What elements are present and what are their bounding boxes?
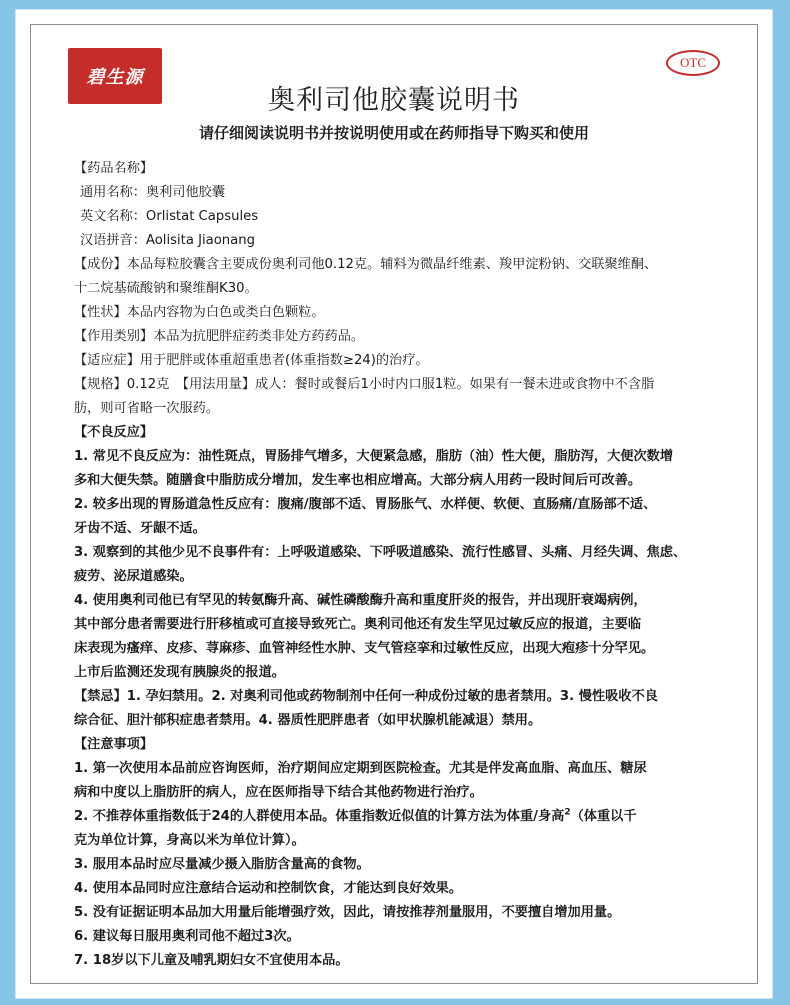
section-heading-adverse: 【不良反应】 <box>74 425 154 440</box>
otc-badge: OTC <box>666 50 720 76</box>
dosage-line: 肪，则可省略一次服药。 <box>74 401 220 416</box>
document-subtitle: 请仔细阅读说明书并按说明使用或在药师指导下购买和使用 <box>198 124 589 142</box>
precaution-text: 2. 不推荐体重指数低于24的人群使用本品。体重指数近似值的计算方法为体重/身高 <box>74 809 565 824</box>
precaution-line <box>74 805 734 829</box>
contraindications-line: 【禁忌】1. 孕妇禁用。2. 对奥利司他或药物制剂中任何一种成份过敏的患者禁用。3. 慢性吸收不良 <box>74 689 658 704</box>
appearance-line: 【性状】本品内容物为白色或类白色颗粒。 <box>74 305 325 320</box>
adverse-item-line: 床表现为瘙痒、皮疹、荨麻疹、血管神经性水肿、支气管痉挛和过敏性反应，出现大疱疹十分罕见。 <box>74 641 655 656</box>
leaflet-body <box>74 157 734 973</box>
dosage-line: 【规格】0.12克 【用法用量】成人：餐时或餐后1小时内口服1粒。如果有一餐未进或食物中不含脂 <box>74 377 655 392</box>
leaflet-sheet <box>16 10 772 998</box>
english-name: 英文名称：Orlistat Capsules <box>80 209 259 224</box>
precaution-line: 7. 18岁以下儿童及哺乳期妇女不宜使用本品。 <box>74 953 349 968</box>
precaution-line: 3. 服用本品时应尽量减少摄入脂肪含量高的食物。 <box>74 857 370 872</box>
brand-logo: 碧生源 <box>68 48 162 104</box>
contraindications-line: 综合征、胆汁郁积症患者禁用。4. 器质性肥胖患者（如甲状腺机能减退）禁用。 <box>74 713 542 728</box>
category-line: 【作用类别】本品为抗肥胖症药类非处方药药品。 <box>74 329 365 344</box>
precaution-line: 病和中度以上脂肪肝的病人，应在医师指导下结合其他药物进行治疗。 <box>74 785 483 800</box>
adverse-item-line: 2. 较多出现的胃肠道急性反应有：腹痛/腹部不适、胃肠胀气、水样便、软便、直肠痛/直肠部不适、 <box>74 497 657 512</box>
precaution-line: 5. 没有证据证明本品加大用量后能增强疗效，因此，请按推荐剂量服用，不要擅自增加用量。 <box>74 905 621 920</box>
ingredients-line: 【成份】本品每粒胶囊含主要成份奥利司他0.12克。辅料为微晶纤维素、羧甲淀粉钠、交联聚维酮、 <box>74 257 658 272</box>
pinyin-name: 汉语拼音：Aolisita Jiaonang <box>80 233 255 248</box>
precaution-text: （体重以千 <box>570 809 637 824</box>
adverse-item-line: 疲劳、泌尿道感染。 <box>74 569 193 584</box>
section-heading-drug-name: 【药品名称】 <box>74 161 154 176</box>
superscript-two: 2 <box>564 807 571 818</box>
adverse-item-line: 多和大便失禁。随膳食中脂肪成分增加，发生率也相应增高。大部分病人用药一段时间后可改善。 <box>74 473 642 488</box>
precaution-line: 1. 第一次使用本品前应咨询医师，治疗期间应定期到医院检查。尤其是伴发高血脂、高血压、糖尿 <box>74 761 647 776</box>
adverse-tail-line: 上市后监测还发现有胰腺炎的报道。 <box>74 665 285 680</box>
adverse-item-line: 牙齿不适、牙龈不适。 <box>74 521 206 536</box>
generic-name: 通用名称：奥利司他胶囊 <box>80 185 226 200</box>
adverse-item-line: 3. 观察到的其他少见不良事件有：上呼吸道感染、下呼吸道感染、流行性感冒、头痛、月经失调、焦虑、 <box>74 545 687 560</box>
adverse-item-line: 1. 常见不良反应为：油性斑点，胃肠排气增多，大便紧急感，脂肪（油）性大便，脂肪泻，大便次数增 <box>74 449 674 464</box>
precaution-line: 6. 建议每日服用奥利司他不超过3次。 <box>74 929 300 944</box>
ingredients-line: 十二烷基硫酸钠和聚维酮K30。 <box>74 281 258 296</box>
precaution-line: 克为单位计算，身高以米为单位计算）。 <box>74 833 305 848</box>
precaution-line: 4. 使用本品同时应注意结合运动和控制饮食，才能达到良好效果。 <box>74 881 463 896</box>
adverse-item-line: 其中部分患者需要进行肝移植或可直接导致死亡。奥利司他还有发生罕见过敏反应的报道，主要临 <box>74 617 642 632</box>
section-heading-precautions: 【注意事项】 <box>74 737 154 752</box>
document-title: 奥利司他胶囊说明书 <box>268 85 520 116</box>
adverse-item-line: 4. 使用奥利司他已有罕见的转氨酶升高、碱性磷酸酶升高和重度肝炎的报告，并出现肝衰竭病例， <box>74 593 647 608</box>
indication-line: 【适应症】用于肥胖或体重超重患者(体重指数≥24)的治疗。 <box>74 353 429 368</box>
